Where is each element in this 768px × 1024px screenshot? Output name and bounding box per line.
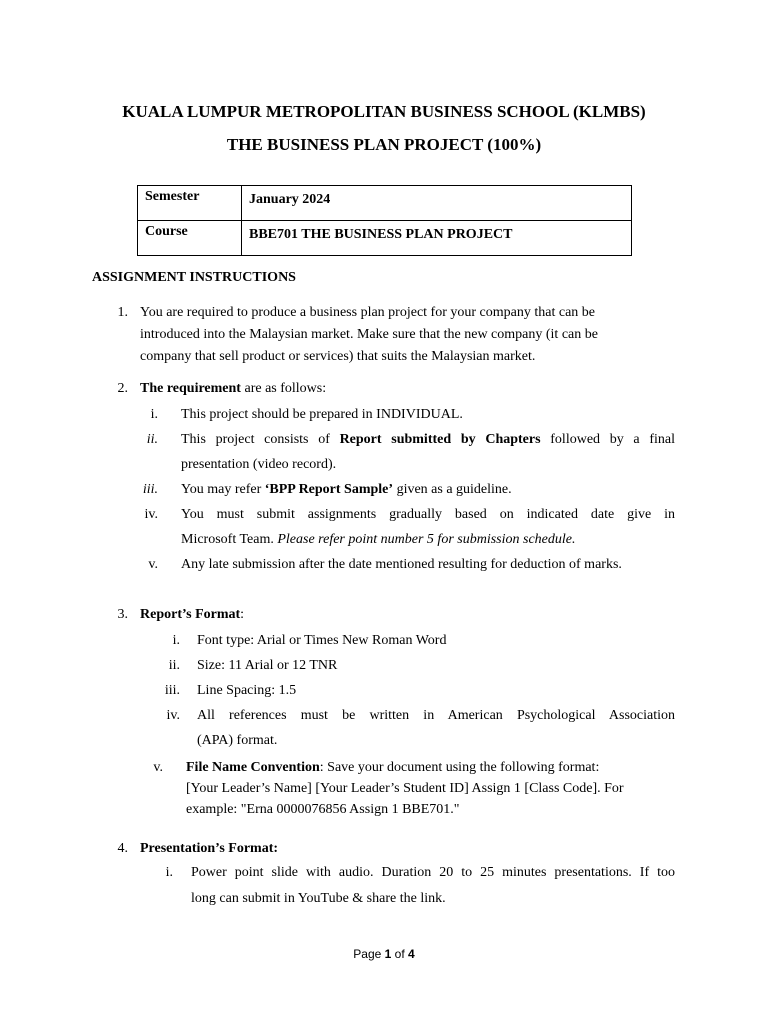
item2-sub-iv-line1: You must submit assignments gradually based on indicated date give in	[181, 507, 675, 522]
project-title: THE BUSINESS PLAN PROJECT (100%)	[226, 135, 542, 154]
item4-sub-i-number: i.	[165, 865, 173, 880]
item2-sub-ii-bold: Report submitted by Chapters	[339, 432, 541, 447]
school-title: KUALA LUMPUR METROPOLITAN BUSINESS SCHOOL (KLMBS)	[122, 102, 646, 121]
item2-number: 2.	[117, 381, 128, 396]
page-middle: of	[391, 947, 409, 961]
item2-heading	[140, 378, 326, 400]
item2-sub-ii-post: followed by a final	[540, 432, 675, 447]
item2-sub-ii-line1	[181, 429, 675, 451]
item3-sub-iv-line2: (APA) format.	[197, 733, 278, 748]
item3-sub-i-number: i.	[172, 633, 180, 648]
item2-bold: The requirement	[140, 381, 241, 396]
item3-sub-iii-number: iii.	[164, 683, 180, 698]
page-prefix: Page	[353, 947, 385, 961]
item1-line: You are required to produce a business plan project for your company that can be	[140, 305, 595, 320]
item3-bold: Report’s Format	[140, 607, 241, 622]
item4-number: 4.	[117, 841, 128, 856]
page-current: 1	[384, 947, 392, 961]
item4-bold: Presentation’s Format:	[140, 841, 279, 856]
item3-number: 3.	[117, 607, 128, 622]
item3-sub-iii-text: Line Spacing: 1.5	[197, 683, 297, 698]
item4-sub-i-line2: long can submit in YouTube & share the link.	[191, 891, 446, 906]
item3-sub-iv-number: iv.	[166, 708, 180, 723]
item2-sub-ii-line2: presentation (video record).	[181, 457, 337, 472]
item3-sub-ii-number: ii.	[168, 658, 180, 673]
item3-sub-v-line2: [Your Leader’s Name] [Your Leader’s Student ID] Assign 1 [Class Code]. For	[186, 781, 624, 796]
item3-sub-ii-text: Size: 11 Arial or 12 TNR	[197, 658, 338, 673]
course-value: BBE701 THE BUSINESS PLAN PROJECT	[242, 221, 632, 256]
item2-sub-ii-number: ii.	[146, 432, 158, 447]
table-row	[138, 186, 632, 221]
item1-line: introduced into the Malaysian market. Make sure that the new company (it can be	[140, 327, 598, 342]
item2-sub-iii-number: iii.	[142, 482, 158, 497]
item3-sub-v-rest: : Save your document using the following format:	[319, 760, 600, 775]
item3-heading	[140, 604, 244, 626]
item2-sub-i-number: i.	[150, 407, 158, 422]
item3-sub-v-bold: File Name Convention	[186, 760, 320, 775]
item3-sub-i-text: Font type: Arial or Times New Roman Word	[197, 633, 447, 648]
item2-sub-iii-text	[181, 479, 512, 501]
item4-heading	[140, 838, 278, 860]
item3-sub-v-text	[186, 757, 680, 820]
item1-line: company that sell product or services) that suits the Malaysian market.	[140, 349, 536, 364]
item2-sub-iv-number: iv.	[144, 507, 158, 522]
item2-sub-iii-pre: You may refer	[181, 482, 265, 497]
item2-sub-iv-line2	[181, 529, 575, 551]
item2-sub-v-number: v.	[148, 557, 158, 572]
item1-text	[140, 302, 680, 368]
item3-rest: :	[240, 607, 245, 622]
item2-sub-iv-italic: Please refer point number 5 for submission schedule.	[277, 532, 576, 547]
item2-sub-i-text: This project should be prepared in INDIVIDUAL.	[181, 407, 463, 422]
course-label: Course	[138, 221, 242, 256]
table-row	[138, 221, 632, 256]
instructions-heading: ASSIGNMENT INSTRUCTIONS	[92, 270, 296, 285]
item3-sub-v-line3: example: "Erna 0000076856 Assign 1 BBE701."	[186, 802, 460, 817]
semester-label: Semester	[138, 186, 242, 221]
page-total: 4	[408, 947, 415, 961]
item2-rest: are as follows:	[240, 381, 327, 396]
item2-sub-iii-post: given as a guideline.	[393, 482, 512, 497]
item3-sub-v-line1	[186, 757, 680, 778]
page-number	[0, 947, 768, 961]
item2-sub-ii-pre: This project consists of	[181, 432, 340, 447]
item3-sub-iv-line1: All references must be written in American Psychological Association	[197, 708, 675, 723]
item3-sub-v-number: v.	[153, 760, 163, 775]
item4-sub-i-line1: Power point slide with audio. Duration 20 to 25 minutes presentations. If too	[191, 865, 675, 880]
item1-number: 1.	[117, 305, 128, 320]
item2-sub-iii-bold: ‘BPP Report Sample’	[264, 482, 394, 497]
item2-sub-iv-pre2: Microsoft Team.	[181, 532, 278, 547]
item2-sub-v-text: Any late submission after the date mentioned resulting for deduction of marks.	[181, 557, 622, 572]
course-info-table	[137, 185, 632, 256]
semester-value: January 2024	[242, 186, 632, 221]
